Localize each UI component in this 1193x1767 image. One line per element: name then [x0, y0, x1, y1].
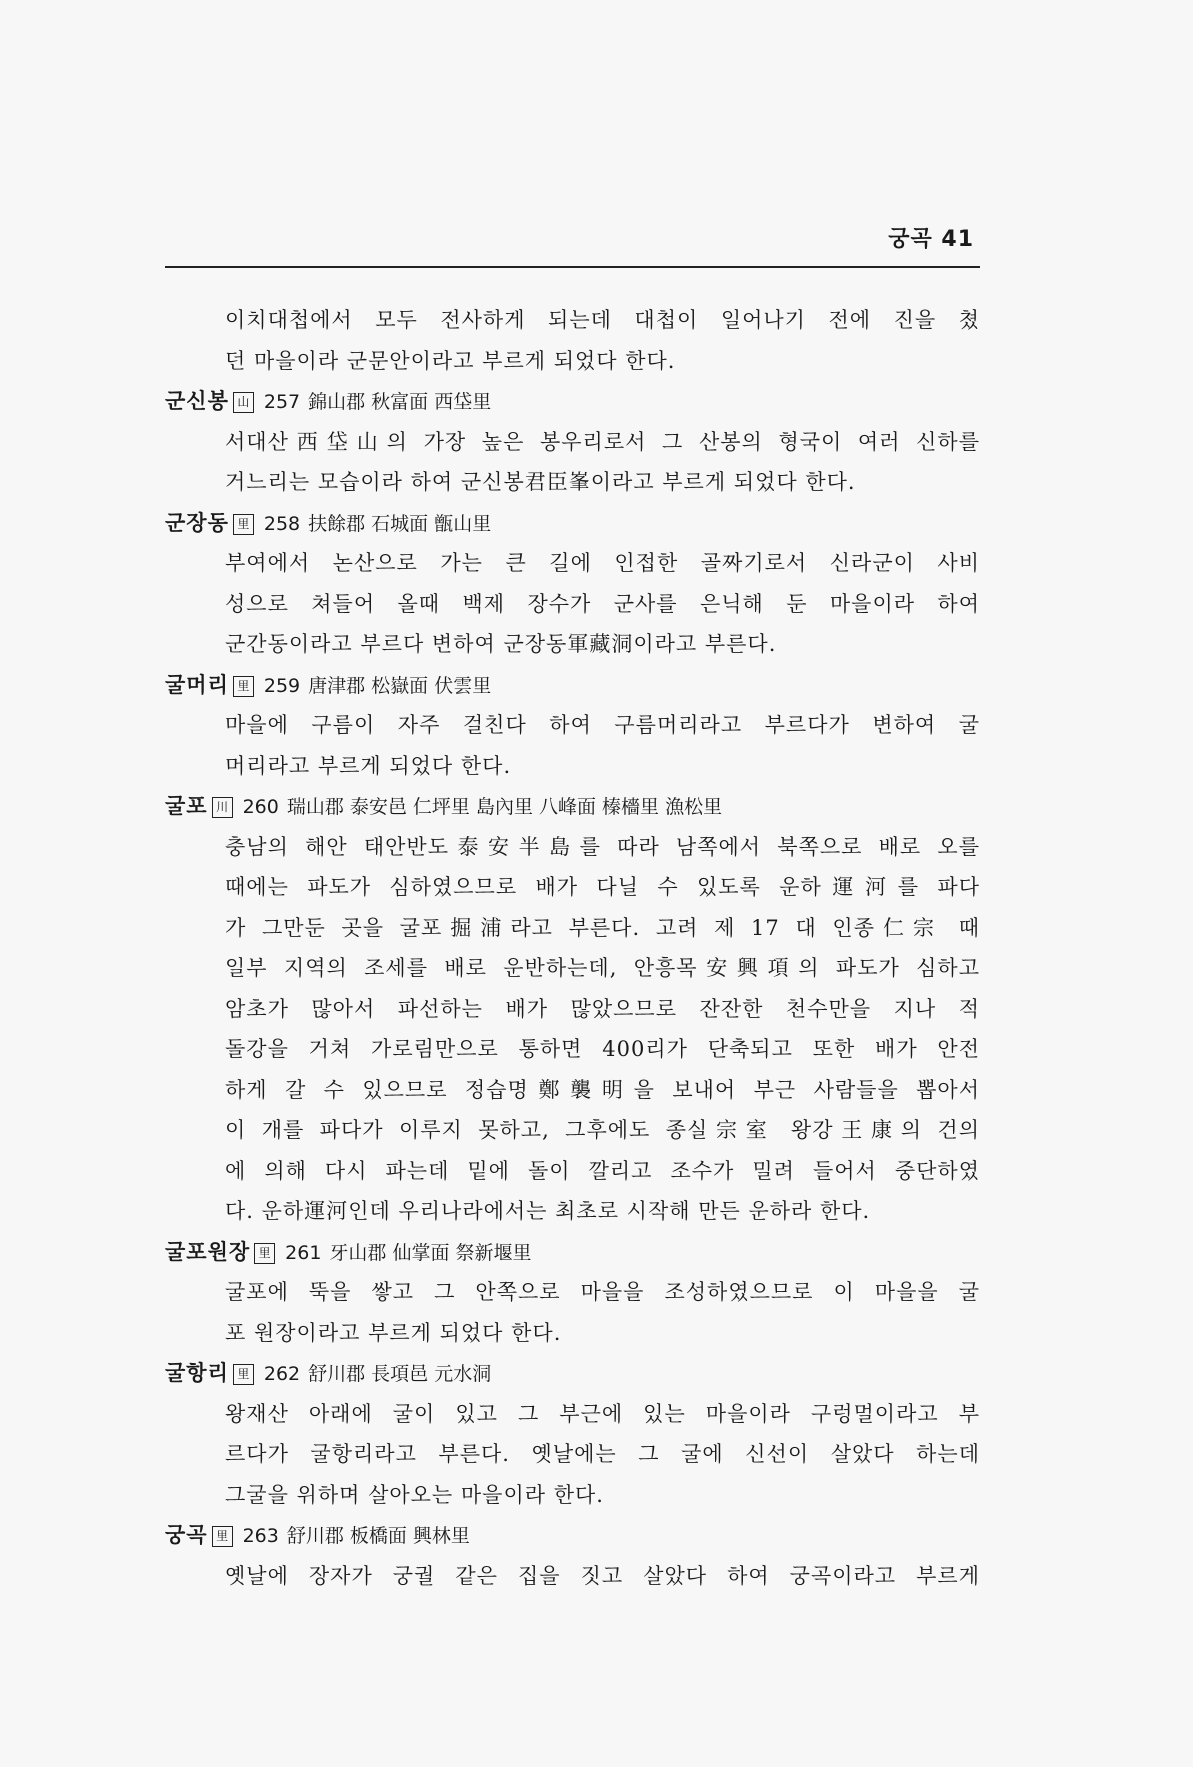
body-text-line: 부여에서 논산으로 가는 큰 길에 인접한 골짜기로서 신라군이 사비 — [225, 551, 980, 575]
header-title: 궁곡 41 — [888, 227, 974, 252]
headword: 군신봉 — [165, 389, 229, 413]
entry-number: 262 — [263, 1363, 301, 1385]
body-text-line: 성으로 쳐들어 올때 백제 장수가 군사를 은닉해 둔 마을이라 하여 — [225, 591, 980, 616]
headword: 궁곡 — [165, 1523, 208, 1547]
body-text-line: 서대산西垈山의 가장 높은 봉우리로서 그 산봉의 형국이 여러 신하를 — [225, 429, 980, 454]
headword: 굴항리 — [165, 1361, 229, 1385]
body-text-line: 군간동이라고 부르다 변하여 군장동軍藏洞이라고 부른다. — [225, 632, 777, 656]
entry-heading — [165, 1232, 980, 1273]
entry-type-mark: 里 — [233, 514, 254, 535]
body-text-line: 다. 운하運河인데 우리나라에서는 최초로 시작해 만든 운하라 한다. — [225, 1199, 871, 1223]
entry-type-mark: 里 — [233, 676, 254, 697]
page-content — [165, 300, 980, 1596]
body-text-line: 르다가 굴항리라고 부른다. 옛날에는 그 굴에 신선이 살았다 하는데 — [225, 1442, 980, 1466]
entry-location: 瑞山郡 泰安邑 仁坪里 島內里 八峰面 榛檣里 漁松里 — [286, 796, 723, 818]
entry-number: 257 — [263, 391, 301, 413]
entry-number: 259 — [263, 674, 301, 697]
headword: 굴머리 — [165, 672, 229, 697]
entry-number: 263 — [242, 1525, 279, 1547]
entry-type-mark: 川 — [212, 797, 233, 818]
body-text-line: 가 그만둔 곳을 굴포掘浦라고 부른다. 고려 제 17 대 인종仁宗 때 — [225, 915, 980, 940]
entry-type-mark: 山 — [233, 392, 254, 413]
entry-location: 牙山郡 仙掌面 祭新堰里 — [329, 1241, 532, 1264]
entry-heading — [165, 786, 980, 827]
entry-number: 258 — [263, 512, 301, 535]
body-text-line: 거느리는 모습이라 하여 군신봉君臣峯이라고 부르게 되었다 한다. — [225, 470, 856, 494]
body-text-line: 충남의 해안 태안반도泰安半島를 따라 남쪽에서 북쪽으로 배로 오를 — [225, 834, 980, 859]
entry-location: 舒川郡 長項邑 元水洞 — [308, 1363, 492, 1385]
entry-heading — [165, 1353, 980, 1394]
headword: 굴포 — [165, 794, 208, 818]
body-text-line: 하게 갈 수 있으므로 정습명鄭襲明을 보내어 부근 사람들을 뽑아서 — [225, 1077, 980, 1102]
body-text-line: 이치대첩에서 모두 전사하게 되는데 대첩이 일어나기 전에 진을 쳤 — [225, 308, 980, 332]
entry-location: 扶餘郡 石城面 甑山里 — [308, 512, 492, 535]
entry-location: 舒川郡 板橋面 興林里 — [286, 1525, 470, 1547]
body-text-line: 때에는 파도가 심하였으므로 배가 다닐 수 있도록 운하運河를 파다 — [225, 875, 980, 899]
entry-heading — [165, 1515, 980, 1556]
entry-heading — [165, 665, 980, 706]
entry-number: 261 — [285, 1241, 322, 1264]
body-text-line: 이 개를 파다가 이루지 못하고, 그후에도 종실宗室 왕강王康의 건의 — [225, 1118, 980, 1142]
body-text-line: 에 의해 다시 파는데 밑에 돌이 깔리고 조수가 밀려 들어서 중단하였 — [225, 1158, 980, 1183]
entry-type-mark: 里 — [233, 1364, 254, 1385]
body-text-line: 왕재산 아래에 굴이 있고 그 부근에 있는 마을이라 구렁멀이라고 부 — [225, 1401, 980, 1426]
body-text-line: 일부 지역의 조세를 배로 운반하는데, 안흥목安興項의 파도가 심하고 — [225, 956, 980, 980]
body-text-line: 굴포에 뚝을 쌓고 그 안쪽으로 마을을 조성하였으므로 이 마을을 굴 — [225, 1280, 980, 1304]
entry-number: 260 — [242, 796, 279, 818]
entry-location: 錦山郡 秋富面 西垈里 — [308, 391, 492, 413]
entry-heading — [165, 381, 980, 422]
body-text-line: 돌강을 거쳐 가로림만으로 통하면 400리가 단축되고 또한 배가 안전 — [225, 1037, 980, 1061]
entry-type-mark: 里 — [254, 1243, 275, 1264]
running-header — [165, 222, 980, 268]
entry-location: 唐津郡 松嶽面 伏雲里 — [308, 674, 492, 697]
entry-type-mark: 里 — [212, 1526, 233, 1547]
headword: 굴포원장 — [165, 1239, 251, 1264]
body-text-line: 마을에 구름이 자주 걸친다 하여 구름머리라고 부르다가 변하여 굴 — [225, 713, 980, 737]
headword: 군장동 — [165, 510, 229, 535]
body-text-line: 암초가 많아서 파선하는 배가 많았으므로 잔잔한 천수만을 지나 적 — [225, 996, 980, 1021]
body-text-line: 옛날에 장자가 궁궐 같은 집을 짓고 살았다 하여 궁곡이라고 부르게 — [225, 1563, 980, 1588]
entry-heading — [165, 503, 980, 544]
body-text-line: 머리라고 부르게 되었다 한다. — [225, 753, 512, 778]
body-text-line: 그굴을 위하며 살아오는 마을이라 한다. — [225, 1482, 604, 1507]
body-text-line: 포 원장이라고 부르게 되었다 한다. — [225, 1320, 562, 1345]
body-text-line: 던 마을이라 군문안이라고 부르게 되었다 한다. — [225, 348, 676, 373]
